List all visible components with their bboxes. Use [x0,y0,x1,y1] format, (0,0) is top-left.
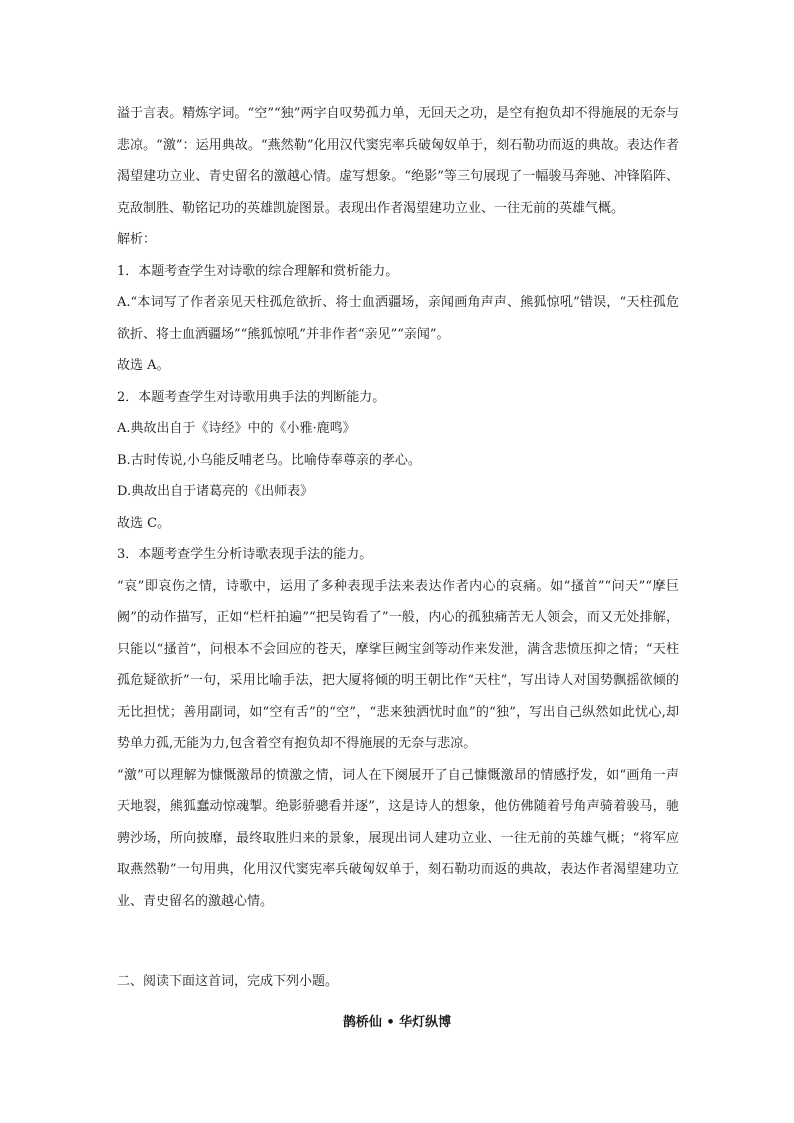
poem-title: 鹊桥仙 • 华灯纵博 [342,1015,452,1030]
q1-option-a-explanation: A.“本词写了作者亲见天柱孤危欲折、将士血洒疆场，亲闻画角声声、熊狐惊吼”错误，“天柱孤危欲折、将士血洒疆场”“熊狐惊吼”并非作者“亲见”“亲闻”。 [117,295,679,342]
q1-answer: 故选 A。 [117,358,170,373]
analysis-label: 解析： [117,232,157,247]
q2-option-a-explanation: A.典故出自于《诗经》中的《小雅·鹿鸣》 [117,421,356,436]
answer-paragraph: 溢于言表。精炼字词。“空”“独”两字自叹势孤力单，无回天之功，是空有抱负却不得施展的无奈与悲凉。“激”：运用典故。“燕然勒”化用汉代窦宪率兵破匈奴单于，刻石勒功而返的典故。表达作者渴望建功立业、青史留名的激越心情。虚写想象。“绝影”等三句展现了一幅骏马奔驰、冲锋陷阵、克敌制胜、勒铭记功的英雄凯旋图景。表现出作者渴望建功立业、一往无前的英雄气概。 [117,106,679,216]
q2-answer: 故选 C。 [117,515,171,531]
q3-heading: 3．本题考查学生分析诗歌表现手法的能力。 [117,547,373,562]
q3-analysis-ji: “激”可以理解为慷慨激昂的愤激之情，词人在下阕展开了自己慷慨激昂的情感抒发，如“画角一声天地裂，熊狐蠢动惊魂掣。绝影骄骢看并逐”，这是诗人的想象，他仿佛随着号角声骑着骏马，驰骋沙场，所向披靡，最终取胜归来的景象，展现出词人建功立业、一往无前的英雄气概；“将军应取燕然勒”一句用典，化用汉代窦宪率兵破匈奴单于，刻石勒功而返的典故，表达作者渴望建功立业、青史留名的激越心情。 [117,767,679,909]
q1-heading: 1．本题考查学生对诗歌的综合理解和赏析能力。 [117,263,399,279]
q2-option-b-explanation: B.古时传说,小乌能反哺老乌。比喻侍奉尊亲的孝心。 [117,452,421,468]
q3-analysis-ai: “哀”即哀伤之情，诗歌中，运用了多种表现手法来表达作者内心的哀痛。如“搔首”“问天”“摩巨阙”的动作描写，正如“栏杆拍遍”“把吴钩看了”一般，内心的孤独痛苦无人领会，而又无处排解，只能以“搔首”，问根本不会回应的苍天，摩挲巨阙宝剑等动作来发泄，满含悲愤压抑之情；“天柱孤危疑欲折”一句，采用比喻手法，把大厦将倾的明王朝比作“天柱”，写出诗人对国势飘摇欲倾的无比担忧；善用副词，如“空有舌”的“空”，“悲来独洒忧时血”的“独”，写出自己纵然如此忧心,却势单力孤,无能为力,包含着空有抱负却不得施展的无奈与悲凉。 [117,578,679,751]
q2-heading: 2．本题考查学生对诗歌用典手法的判断能力。 [117,389,386,405]
answer-page [117,98,679,917]
section-two-heading: 二、阅读下面这首词，完成下列小题。 [117,974,339,989]
q2-option-d-explanation: D.典故出自于诸葛亮的《出师表》 [117,484,314,499]
